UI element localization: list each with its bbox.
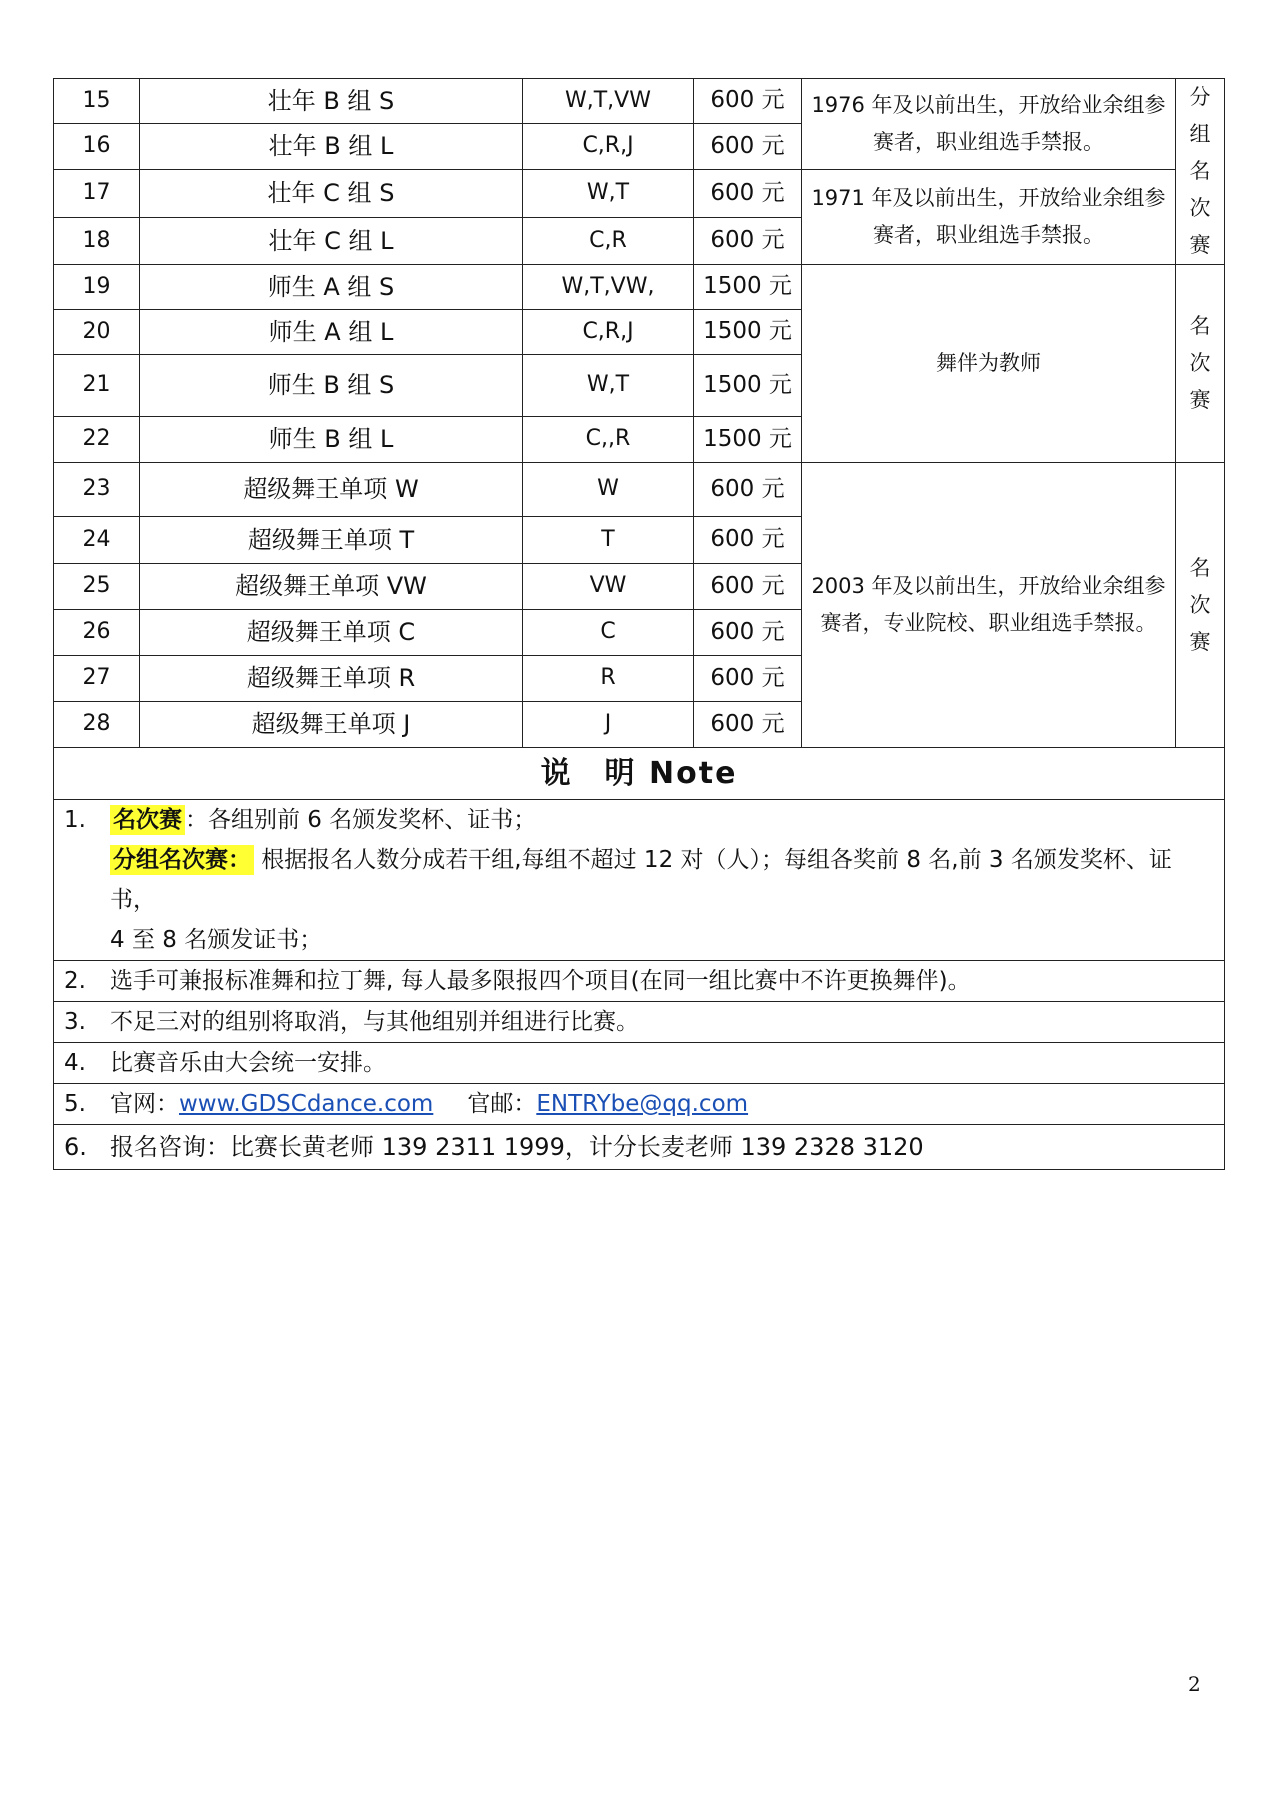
event-number: 19 — [54, 265, 140, 310]
note-row — [54, 800, 1225, 961]
event-type — [1176, 79, 1225, 265]
event-name: 师生 B 组 S — [140, 355, 523, 417]
note-index: 1. — [64, 807, 86, 833]
event-number: 22 — [54, 417, 140, 463]
event-type-char: 名 — [1189, 159, 1211, 183]
event-name: 师生 A 组 S — [140, 265, 523, 310]
note-text: 不足三对的组别将取消，与其他组别并组进行比赛。 — [110, 1009, 639, 1035]
event-dances: W,T,VW — [523, 79, 694, 124]
table-row — [54, 170, 1225, 218]
event-number: 26 — [54, 610, 140, 656]
event-type-char: 次 — [1189, 592, 1211, 617]
event-dances: W,T — [523, 170, 694, 218]
note-text: ：各组别前 6 名颁发奖杯、证书； — [185, 807, 537, 833]
event-number: 15 — [54, 79, 140, 124]
event-name: 超级舞王单项 W — [140, 463, 523, 517]
event-number: 21 — [54, 355, 140, 417]
website-link[interactable]: www.GDSCdance.com — [179, 1091, 434, 1117]
event-remark: 2003 年及以前出生，开放给业余组参赛者，专业院校、职业组选手禁报。 — [802, 463, 1176, 748]
event-dances: C,,R — [523, 417, 694, 463]
event-name: 壮年 C 组 S — [140, 170, 523, 218]
event-fee: 600 元 — [694, 702, 802, 748]
event-type-char: 次 — [1189, 351, 1211, 375]
event-name: 师生 B 组 L — [140, 417, 523, 463]
event-name: 超级舞王单项 R — [140, 656, 523, 702]
event-fee: 1500 元 — [694, 310, 802, 355]
note-1-line — [64, 920, 1216, 960]
page-number: 2 — [1188, 1672, 1201, 1696]
event-dances: J — [523, 702, 694, 748]
event-number: 25 — [54, 564, 140, 610]
event-fee: 600 元 — [694, 124, 802, 170]
event-name: 壮年 B 组 S — [140, 79, 523, 124]
event-type-char: 分 — [1189, 85, 1211, 109]
event-number: 27 — [54, 656, 140, 702]
event-type-char: 赛 — [1189, 629, 1211, 654]
note-index: 5. — [64, 1091, 86, 1117]
event-type — [1176, 463, 1225, 748]
note-3 — [54, 1002, 1225, 1043]
table-row — [54, 265, 1225, 310]
table-row — [54, 79, 1225, 124]
event-type-char: 赛 — [1189, 388, 1211, 412]
note-row — [54, 1002, 1225, 1043]
email-label: 官邮： — [467, 1091, 537, 1117]
event-remark: 1971 年及以前出生，开放给业余组参赛者，职业组选手禁报。 — [802, 170, 1176, 265]
event-fee: 600 元 — [694, 656, 802, 702]
event-fee: 600 元 — [694, 170, 802, 218]
event-dances: VW — [523, 564, 694, 610]
note-text: 根据报名人数分成若干组,每组不超过 12 对（人）；每组各奖前 8 名,前 3 名颁发奖杯、证书， — [110, 847, 1172, 913]
event-name: 超级舞王单项 C — [140, 610, 523, 656]
event-type-char: 名 — [1189, 314, 1211, 338]
event-type-char: 名 — [1189, 555, 1211, 580]
highlight-term: 名次赛 — [110, 805, 185, 835]
event-number: 17 — [54, 170, 140, 218]
note-4 — [54, 1043, 1225, 1084]
event-name: 超级舞王单项 J — [140, 702, 523, 748]
event-dances: W — [523, 463, 694, 517]
note-6 — [54, 1125, 1225, 1170]
note-text: 4 至 8 名颁发证书； — [110, 927, 323, 953]
note-row — [54, 1125, 1225, 1170]
notes-header-row — [54, 748, 1225, 800]
event-dances: T — [523, 517, 694, 564]
note-text: 报名咨询：比赛长黄老师 139 2311 1999，计分长麦老师 139 2328 3120 — [110, 1133, 924, 1161]
events-table — [53, 78, 1225, 1170]
event-fee: 600 元 — [694, 218, 802, 265]
event-dances: W,T — [523, 355, 694, 417]
event-number: 28 — [54, 702, 140, 748]
event-fee: 1500 元 — [694, 417, 802, 463]
event-type-char: 次 — [1189, 196, 1211, 220]
event-dances: W,T,VW, — [523, 265, 694, 310]
email-link[interactable]: ENTRYbe@qq.com — [536, 1091, 749, 1117]
note-index: 3. — [64, 1009, 86, 1035]
event-name: 师生 A 组 L — [140, 310, 523, 355]
event-number: 18 — [54, 218, 140, 265]
event-dances: C,R,J — [523, 310, 694, 355]
event-fee: 1500 元 — [694, 355, 802, 417]
site-label: 官网： — [110, 1091, 179, 1117]
event-type-char: 组 — [1189, 122, 1211, 146]
highlight-term: 分组名次赛： — [110, 845, 254, 875]
event-type — [1176, 265, 1225, 463]
event-fee: 600 元 — [694, 564, 802, 610]
event-dances: R — [523, 656, 694, 702]
event-name: 壮年 B 组 L — [140, 124, 523, 170]
event-name: 超级舞王单项 VW — [140, 564, 523, 610]
note-row — [54, 961, 1225, 1002]
event-fee: 600 元 — [694, 463, 802, 517]
event-dances: C,R,J — [523, 124, 694, 170]
event-remark: 1976 年及以前出生，开放给业余组参赛者，职业组选手禁报。 — [802, 79, 1176, 170]
note-text: 选手可兼报标准舞和拉丁舞, 每人最多限报四个项目(在同一组比赛中不许更换舞伴)。 — [110, 968, 971, 994]
event-number: 23 — [54, 463, 140, 517]
note-2 — [54, 961, 1225, 1002]
event-number: 16 — [54, 124, 140, 170]
note-text: 比赛音乐由大会统一安排。 — [110, 1050, 386, 1076]
note-row — [54, 1043, 1225, 1084]
note-5 — [54, 1084, 1225, 1125]
event-fee: 600 元 — [694, 610, 802, 656]
note-index: 6. — [64, 1133, 87, 1161]
event-fee: 600 元 — [694, 79, 802, 124]
event-number: 20 — [54, 310, 140, 355]
event-dances: C,R — [523, 218, 694, 265]
event-remark: 舞伴为教师 — [802, 265, 1176, 463]
event-name: 壮年 C 组 L — [140, 218, 523, 265]
table-row — [54, 463, 1225, 517]
event-fee: 600 元 — [694, 517, 802, 564]
notes-title: 说 明 Note — [54, 748, 1225, 800]
note-1-line — [64, 800, 1216, 840]
note-index: 2. — [64, 968, 86, 994]
event-name: 超级舞王单项 T — [140, 517, 523, 564]
note-row — [54, 1084, 1225, 1125]
event-fee: 1500 元 — [694, 265, 802, 310]
note-index: 4. — [64, 1050, 86, 1076]
note-1-line — [64, 840, 1216, 920]
event-dances: C — [523, 610, 694, 656]
note-1 — [54, 800, 1225, 961]
event-type-char: 赛 — [1189, 233, 1211, 257]
event-number: 24 — [54, 517, 140, 564]
